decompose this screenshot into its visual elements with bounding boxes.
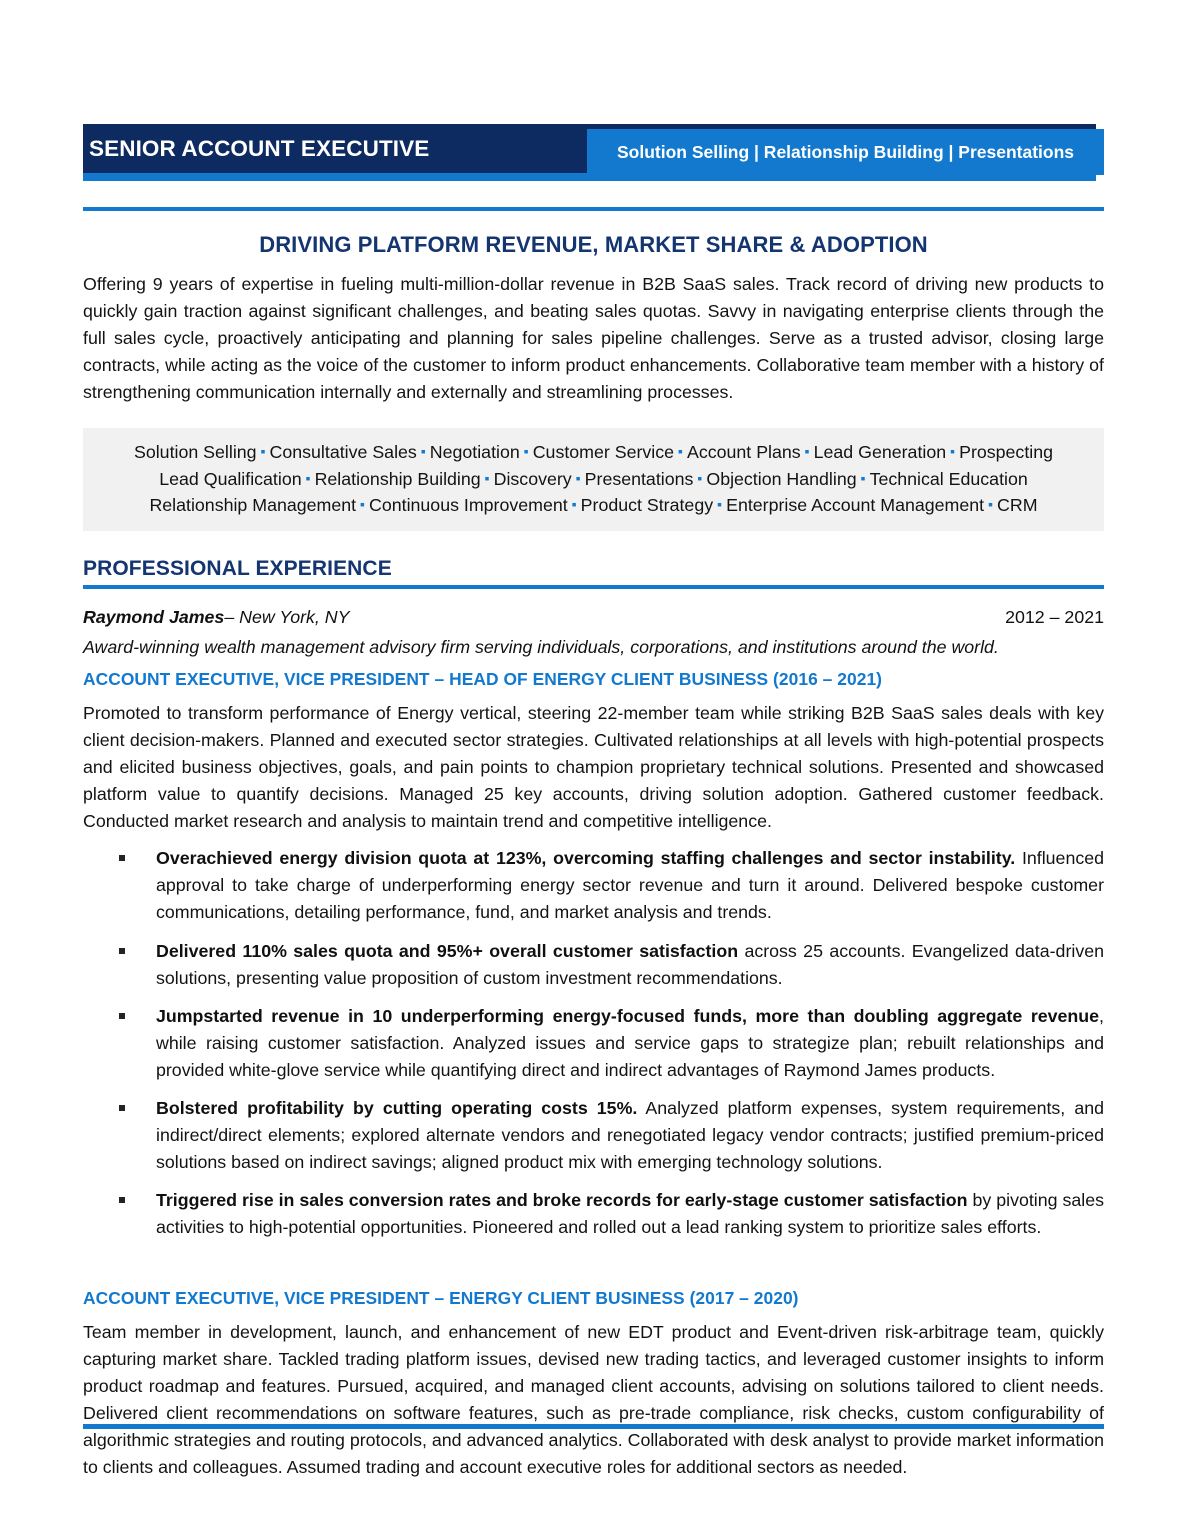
achievement-highlight: Bolstered profitability by cutting operating costs 15%. bbox=[156, 1097, 638, 1118]
header-tagline: Solution Selling | Relationship Building | Presentations bbox=[587, 129, 1104, 175]
skill-separator: ▪ bbox=[523, 443, 529, 460]
bullet-square-icon bbox=[119, 948, 125, 954]
skill-item: Continuous Improvement bbox=[369, 494, 568, 515]
achievement-detail: across 25 accounts. Evangelized data-driven solutions, presenting value proposition of custom investment recommendations. bbox=[156, 940, 1104, 988]
skill-item: Account Plans bbox=[687, 442, 801, 463]
role-title-1: ACCOUNT EXECUTIVE, VICE PRESIDENT – HEAD OF ENERGY CLIENT BUSINESS (2016 – 2021) bbox=[83, 669, 883, 690]
achievement-detail: by pivoting sales activities to high-potential opportunities. Pioneered and rolled out a lead ranking system to prioritize sales efforts. bbox=[156, 1189, 1104, 1237]
achievement-detail: Influenced approval to take charge of underperforming energy sector revenue and turn it around. Delivered bespoke customer communications, detailing performance, fund, and market analysis and trends. bbox=[156, 848, 1104, 923]
skills-row bbox=[111, 492, 1076, 518]
role-paragraph-1: Promoted to transform performance of Energy vertical, steering 22-member team while striking B2B SaaS sales deals with key client decision-makers. Planned and executed sector strategies. Cultivated relationships at all levels with high-potential prospects and elicited business objectives, goals, and pain points to champion proprietary technical solutions. Presented and showcased platform value to quantify decisions. Managed 25 key accounts, driving solution adoption. Gathered customer feedback. Conducted market research and analysis to maintain trend and competitive intelligence. bbox=[83, 703, 1104, 832]
footer-rule bbox=[83, 1424, 1104, 1429]
employer-row bbox=[83, 607, 1104, 628]
achievement-detail: Analyzed platform expenses, system requirements, and indirect/direct elements; explored alternate vendors and renegotiated legacy vendor contracts; justified premium-priced solutions based on indirect savings; aligned product mix with emerging technology solutions. bbox=[156, 1097, 1104, 1172]
achievement-bullet bbox=[83, 845, 1104, 926]
skill-separator: ▪ bbox=[717, 495, 723, 512]
role-paragraph-2: Team member in development, launch, and enhancement of new EDT product and Event-driven risk-arbitrage team, quickly capturing market share. Tackled trading platform issues, devised new trading tactics, and leveraged customer insights to inform product roadmap and features. Pursued, acquired, and managed client accounts, advising on solutions tailored to client needs. Delivered client recommendations on software features, such as pre-trade compliance, risk checks, custom configurability of algorithmic strategies and routing protocols, and advanced analytics. Collaborated with desk analyst to provide market information to clients and colleagues. Assumed trading and account executive roles for additional sectors as needed. bbox=[83, 1321, 1104, 1478]
bullet-square-icon bbox=[119, 1197, 125, 1203]
achievement-bullet bbox=[83, 1187, 1104, 1241]
skill-separator: ▪ bbox=[860, 469, 866, 486]
skill-separator: ▪ bbox=[305, 469, 311, 486]
role-achievements-1 bbox=[83, 845, 1104, 1241]
summary-title: DRIVING PLATFORM REVENUE, MARKET SHARE & ADOPTION bbox=[259, 232, 928, 257]
employer-name: Raymond James bbox=[83, 607, 225, 628]
skill-item: Lead Qualification bbox=[159, 468, 302, 489]
bullet-square-icon bbox=[119, 855, 125, 861]
skill-separator: ▪ bbox=[950, 443, 956, 460]
achievement-detail: , while raising customer satisfaction. Analyzed issues and service gaps to strategize plan; rebuilt relationships and provided white-glove service while quantifying direct and indirect advantages of Raymond James products. bbox=[156, 1005, 1104, 1080]
achievement-bullet bbox=[83, 1003, 1104, 1084]
skill-separator: ▪ bbox=[988, 495, 994, 512]
skills-row bbox=[111, 466, 1076, 492]
resume-content bbox=[83, 0, 1104, 1481]
section-heading-rule bbox=[83, 585, 1104, 589]
skill-item: Consultative Sales bbox=[269, 442, 417, 463]
achievement-bullet bbox=[83, 1095, 1104, 1176]
skill-item: Relationship Building bbox=[314, 468, 481, 489]
skill-item: Discovery bbox=[493, 468, 572, 489]
achievement-highlight: Jumpstarted revenue in 10 underperforming energy-focused funds, more than doubling aggregate revenue bbox=[156, 1005, 1100, 1026]
skill-item: Enterprise Account Management bbox=[726, 494, 985, 515]
skill-item: Relationship Management bbox=[149, 494, 357, 515]
skill-item: Solution Selling bbox=[133, 442, 257, 463]
achievement-highlight: Delivered 110% sales quota and 95%+ overall customer satisfaction bbox=[156, 940, 739, 961]
employer-location: – New York, NY bbox=[224, 607, 350, 628]
role-title-2: ACCOUNT EXECUTIVE, VICE PRESIDENT – ENERGY CLIENT BUSINESS (2017 – 2020) bbox=[83, 1287, 799, 1308]
core-skills-box bbox=[83, 428, 1104, 531]
bullet-square-icon bbox=[119, 1013, 125, 1019]
employer-name-location bbox=[83, 607, 350, 628]
skill-item: Customer Service bbox=[532, 442, 675, 463]
skill-separator: ▪ bbox=[678, 443, 683, 460]
header-divider-rule bbox=[83, 207, 1104, 211]
skill-separator: ▪ bbox=[484, 469, 490, 486]
achievement-highlight: Overachieved energy division quota at 123%, overcoming staffing challenges and sector instability. bbox=[156, 848, 1016, 869]
skill-item: Product Strategy bbox=[580, 494, 714, 515]
skills-row bbox=[111, 439, 1076, 465]
achievement-bullet bbox=[83, 938, 1104, 992]
skill-separator: ▪ bbox=[420, 443, 426, 460]
skill-separator: ▪ bbox=[697, 469, 703, 486]
skill-item: Presentations bbox=[584, 468, 694, 489]
skill-item: Negotiation bbox=[429, 442, 520, 463]
skill-separator: ▪ bbox=[260, 443, 266, 460]
skill-item: Prospecting bbox=[959, 442, 1053, 463]
page-title: SENIOR ACCOUNT EXECUTIVE bbox=[89, 136, 430, 161]
skill-separator: ▪ bbox=[571, 495, 577, 512]
summary-paragraph: Offering 9 years of expertise in fueling multi-million-dollar revenue in B2B SaaS sales. Track record of driving new products to quickly gain traction against significant challenges, and beating sales quotas. Savvy in navigating enterprise clients through the full sales cycle, proactively anticipating and planning for sales pipeline challenges. Serve as a trusted advisor, closing large contracts, while acting as the voice of the customer to inform product enhancements. Collaborative team member with a history of strengthening communication internally and externally and streamlining processes. bbox=[83, 274, 1104, 403]
skill-separator: ▪ bbox=[575, 469, 581, 486]
skill-item: CRM bbox=[997, 494, 1038, 515]
skill-item: Objection Handling bbox=[706, 468, 857, 489]
section-heading-experience: PROFESSIONAL EXPERIENCE bbox=[83, 557, 392, 581]
header-banner bbox=[83, 124, 1104, 186]
achievement-highlight: Triggered rise in sales conversion rates and broke records for early-stage customer satisfaction bbox=[156, 1189, 968, 1210]
employer-description: Award-winning wealth management advisory firm serving individuals, corporations, and institutions around the world. bbox=[83, 637, 999, 658]
skill-item: Lead Generation bbox=[813, 442, 947, 463]
skill-separator: ▪ bbox=[804, 443, 810, 460]
skill-item: Technical Education bbox=[869, 468, 1028, 489]
skill-separator: ▪ bbox=[360, 495, 366, 512]
employment-dates: 2012 – 2021 bbox=[1005, 607, 1104, 628]
bullet-square-icon bbox=[119, 1105, 125, 1111]
